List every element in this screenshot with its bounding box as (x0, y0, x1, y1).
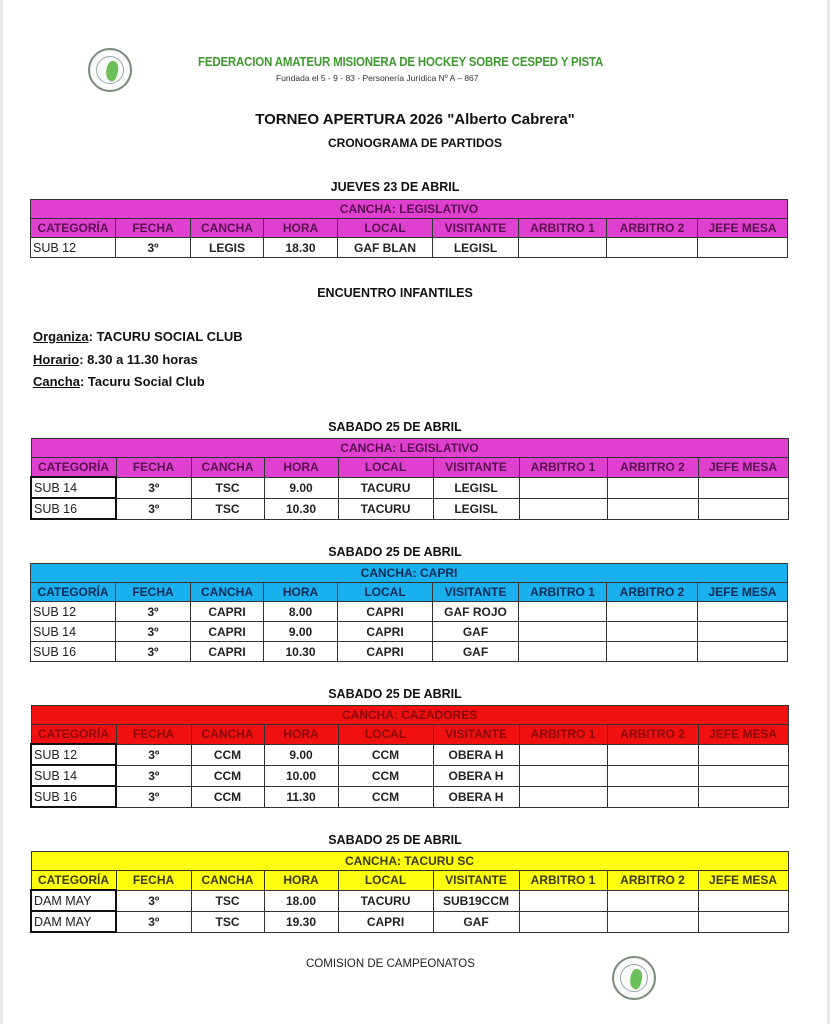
infantiles-title: ENCUENTRO INFANTILES (317, 286, 473, 300)
cell-categoria: SUB 14 (31, 765, 116, 786)
column-header: ARBITRO 1 (519, 458, 607, 478)
cell-cancha: TSC (191, 890, 264, 911)
organiza-label: Organiza (33, 329, 89, 344)
column-header: FECHA (116, 219, 191, 238)
cell-arbitro1 (519, 642, 607, 662)
column-header: CANCHA (191, 871, 264, 891)
cell-visitante: GAF (433, 622, 519, 642)
cell-fecha: 3º (116, 786, 191, 807)
cancha-label: CANCHA: TACURU SC (31, 852, 788, 871)
cell-arbitro2 (607, 744, 698, 765)
cell-hora: 9.00 (264, 622, 338, 642)
cell-fecha: 3º (116, 602, 191, 622)
column-header: ARBITRO 1 (519, 583, 607, 602)
cell-arbitro1 (519, 890, 607, 911)
cell-hora: 11.30 (264, 786, 338, 807)
table-row (31, 477, 788, 498)
federation-name: FEDERACION AMATEUR MISIONERA DE HOCKEY SOBRE CESPED Y PISTA (198, 55, 604, 69)
cell-arbitro1 (519, 765, 607, 786)
cell-categoria: DAM MAY (31, 911, 116, 932)
cell-jefe-mesa (698, 744, 788, 765)
cell-visitante: OBERA H (433, 786, 519, 807)
cell-local: TACURU (338, 498, 433, 519)
cell-arbitro2 (607, 477, 698, 498)
cell-arbitro2 (607, 602, 698, 622)
cell-arbitro1 (519, 786, 607, 807)
cell-hora: 9.00 (264, 744, 338, 765)
cancha-label: CANCHA: LEGISLATIVO (31, 200, 788, 219)
cell-local: CCM (338, 765, 433, 786)
table-row (31, 498, 788, 519)
column-header: ARBITRO 2 (607, 725, 698, 745)
page-edge-left (0, 0, 3, 1024)
cell-arbitro1 (519, 238, 607, 258)
cell-arbitro2 (607, 238, 698, 258)
cell-visitante: SUB19CCM (433, 890, 519, 911)
day-heading: SABADO 25 DE ABRIL (328, 833, 462, 847)
cell-visitante: OBERA H (433, 744, 519, 765)
schedule-table (30, 851, 789, 933)
column-header: LOCAL (338, 583, 433, 602)
table-row (31, 911, 788, 932)
cell-categoria: SUB 12 (31, 238, 116, 258)
cell-fecha: 3º (116, 890, 191, 911)
day-heading: SABADO 25 DE ABRIL (328, 687, 462, 701)
column-header: JEFE MESA (698, 725, 788, 745)
cell-jefe-mesa (698, 786, 788, 807)
cell-hora: 8.00 (264, 602, 338, 622)
cell-visitante: LEGISL (433, 238, 519, 258)
cell-fecha: 3º (116, 238, 191, 258)
column-header: CANCHA (191, 458, 264, 478)
cell-cancha: CCM (191, 786, 264, 807)
cell-fecha: 3º (116, 744, 191, 765)
column-header: VISITANTE (433, 725, 519, 745)
cell-arbitro2 (607, 911, 698, 932)
cell-categoria: SUB 16 (31, 642, 116, 662)
cell-fecha: 3º (116, 911, 191, 932)
cell-local: CAPRI (338, 602, 433, 622)
cell-hora: 10.30 (264, 498, 338, 519)
cell-local: TACURU (338, 890, 433, 911)
column-header: LOCAL (338, 725, 433, 745)
cell-fecha: 3º (116, 622, 191, 642)
column-header: ARBITRO 2 (607, 583, 698, 602)
cell-hora: 10.00 (264, 765, 338, 786)
cell-jefe-mesa (698, 477, 788, 498)
column-header: HORA (264, 219, 338, 238)
column-header: VISITANTE (433, 583, 519, 602)
column-header: ARBITRO 1 (519, 725, 607, 745)
cancha-label: CANCHA: CAZADORES (31, 706, 788, 725)
cancha-label: Cancha (33, 374, 80, 389)
cell-local: CAPRI (338, 642, 433, 662)
column-header-row (31, 458, 788, 478)
cell-arbitro2 (607, 890, 698, 911)
cancha-row (31, 200, 788, 219)
column-header-row (31, 871, 788, 891)
cancha-row (31, 564, 788, 583)
federation-founded: Fundada el 5 - 9 - 83 - Personería Jurídica Nº A – 867 (276, 73, 479, 83)
column-header: HORA (264, 725, 338, 745)
cell-local: CAPRI (338, 911, 433, 932)
table-row (31, 765, 788, 786)
cell-hora: 19.30 (264, 911, 338, 932)
cell-local: GAF BLAN (338, 238, 433, 258)
column-header: ARBITRO 1 (519, 871, 607, 891)
cell-cancha: CAPRI (191, 622, 264, 642)
column-header: JEFE MESA (698, 219, 788, 238)
cell-cancha: TSC (191, 498, 264, 519)
cell-jefe-mesa (698, 765, 788, 786)
cancha-row (31, 706, 788, 725)
cancha-row (31, 852, 788, 871)
cell-visitante: GAF (433, 642, 519, 662)
column-header: FECHA (116, 583, 191, 602)
cell-arbitro1 (519, 744, 607, 765)
cell-jefe-mesa (698, 238, 788, 258)
cell-arbitro1 (519, 602, 607, 622)
column-header: HORA (264, 871, 338, 891)
cell-cancha: TSC (191, 477, 264, 498)
organiza-value: : TACURU SOCIAL CLUB (88, 329, 243, 344)
cell-visitante: LEGISL (433, 498, 519, 519)
column-header: FECHA (116, 458, 191, 478)
cell-visitante: GAF (433, 911, 519, 932)
cell-arbitro1 (519, 911, 607, 932)
cell-hora: 18.00 (264, 890, 338, 911)
cell-arbitro2 (607, 498, 698, 519)
column-header: ARBITRO 2 (607, 871, 698, 891)
cell-jefe-mesa (698, 890, 788, 911)
cell-fecha: 3º (116, 642, 191, 662)
cell-categoria: SUB 12 (31, 602, 116, 622)
cell-cancha: CAPRI (191, 642, 264, 662)
schedule-subtitle: CRONOGRAMA DE PARTIDOS (328, 136, 502, 150)
column-header: CANCHA (191, 725, 264, 745)
cell-jefe-mesa (698, 622, 788, 642)
cell-cancha: CCM (191, 765, 264, 786)
cell-arbitro2 (607, 765, 698, 786)
schedule-table (30, 705, 789, 808)
column-header: FECHA (116, 725, 191, 745)
column-header: JEFE MESA (698, 458, 788, 478)
cell-hora: 9.00 (264, 477, 338, 498)
cell-arbitro1 (519, 498, 607, 519)
cell-jefe-mesa (698, 498, 788, 519)
cell-fecha: 3º (116, 765, 191, 786)
schedule-table (30, 438, 789, 520)
column-header: VISITANTE (433, 871, 519, 891)
column-header: VISITANTE (433, 219, 519, 238)
column-header: HORA (264, 458, 338, 478)
cell-jefe-mesa (698, 642, 788, 662)
cancha-value: : Tacuru Social Club (79, 374, 205, 389)
cell-arbitro1 (519, 622, 607, 642)
cell-visitante: LEGISL (433, 477, 519, 498)
table-row (31, 890, 788, 911)
column-header: ARBITRO 2 (607, 219, 698, 238)
cell-categoria: SUB 14 (31, 477, 116, 498)
cancha-row (31, 439, 788, 458)
column-header-row (31, 725, 788, 745)
cell-cancha: CCM (191, 744, 264, 765)
column-header: HORA (264, 583, 338, 602)
cell-arbitro1 (519, 477, 607, 498)
cell-arbitro2 (607, 786, 698, 807)
column-header: ARBITRO 2 (607, 458, 698, 478)
column-header: CANCHA (191, 583, 264, 602)
cell-categoria: DAM MAY (31, 890, 116, 911)
footer-commission: COMISION DE CAMPEONATOS (306, 958, 475, 970)
column-header: CATEGORÍA (31, 219, 116, 238)
column-header: ARBITRO 1 (519, 219, 607, 238)
column-header: CATEGORÍA (31, 583, 116, 602)
cell-categoria: SUB 16 (31, 786, 116, 807)
table-row (31, 642, 788, 662)
column-header: LOCAL (338, 458, 433, 478)
cell-local: TACURU (338, 477, 433, 498)
column-header: LOCAL (338, 871, 433, 891)
cell-fecha: 3º (116, 498, 191, 519)
cell-arbitro2 (607, 642, 698, 662)
schedule-table (30, 199, 788, 258)
cell-categoria: SUB 14 (31, 622, 116, 642)
cell-jefe-mesa (698, 602, 788, 622)
table-row (31, 238, 788, 258)
column-header: CATEGORÍA (31, 871, 116, 891)
column-header: LOCAL (338, 219, 433, 238)
tournament-title: TORNEO APERTURA 2026 "Alberto Cabrera" (255, 111, 575, 128)
infantiles-organiza (33, 329, 243, 344)
column-header: JEFE MESA (698, 871, 788, 891)
cell-hora: 18.30 (264, 238, 338, 258)
cell-jefe-mesa (698, 911, 788, 932)
table-row (31, 622, 788, 642)
federation-logo-icon (88, 48, 132, 92)
cell-categoria: SUB 12 (31, 744, 116, 765)
cell-arbitro2 (607, 622, 698, 642)
column-header-row (31, 583, 788, 602)
horario-value: : 8.30 a 11.30 horas (79, 352, 198, 367)
column-header: FECHA (116, 871, 191, 891)
horario-label: Horario (33, 352, 80, 367)
cell-fecha: 3º (116, 477, 191, 498)
column-header: CATEGORÍA (31, 725, 116, 745)
cancha-label: CANCHA: LEGISLATIVO (31, 439, 788, 458)
column-header: VISITANTE (433, 458, 519, 478)
cell-categoria: SUB 16 (31, 498, 116, 519)
table-row (31, 744, 788, 765)
federation-seal-icon (612, 956, 656, 1000)
cell-visitante: OBERA H (433, 765, 519, 786)
column-header: CANCHA (191, 219, 264, 238)
day-heading: JUEVES 23 DE ABRIL (330, 180, 460, 194)
cell-cancha: TSC (191, 911, 264, 932)
column-header: CATEGORÍA (31, 458, 116, 478)
table-row (31, 602, 788, 622)
cell-local: CCM (338, 786, 433, 807)
cell-cancha: CAPRI (191, 602, 264, 622)
cell-visitante: GAF ROJO (433, 602, 519, 622)
infantiles-horario (33, 352, 198, 367)
table-row (31, 786, 788, 807)
column-header: JEFE MESA (698, 583, 788, 602)
infantiles-cancha (33, 374, 205, 389)
cell-local: CAPRI (338, 622, 433, 642)
day-heading: SABADO 25 DE ABRIL (328, 545, 462, 559)
day-heading: SABADO 25 DE ABRIL (328, 420, 462, 434)
cell-cancha: LEGIS (191, 238, 264, 258)
column-header-row (31, 219, 788, 238)
cell-hora: 10.30 (264, 642, 338, 662)
schedule-table (30, 563, 788, 662)
cancha-label: CANCHA: CAPRI (31, 564, 788, 583)
cell-local: CCM (338, 744, 433, 765)
